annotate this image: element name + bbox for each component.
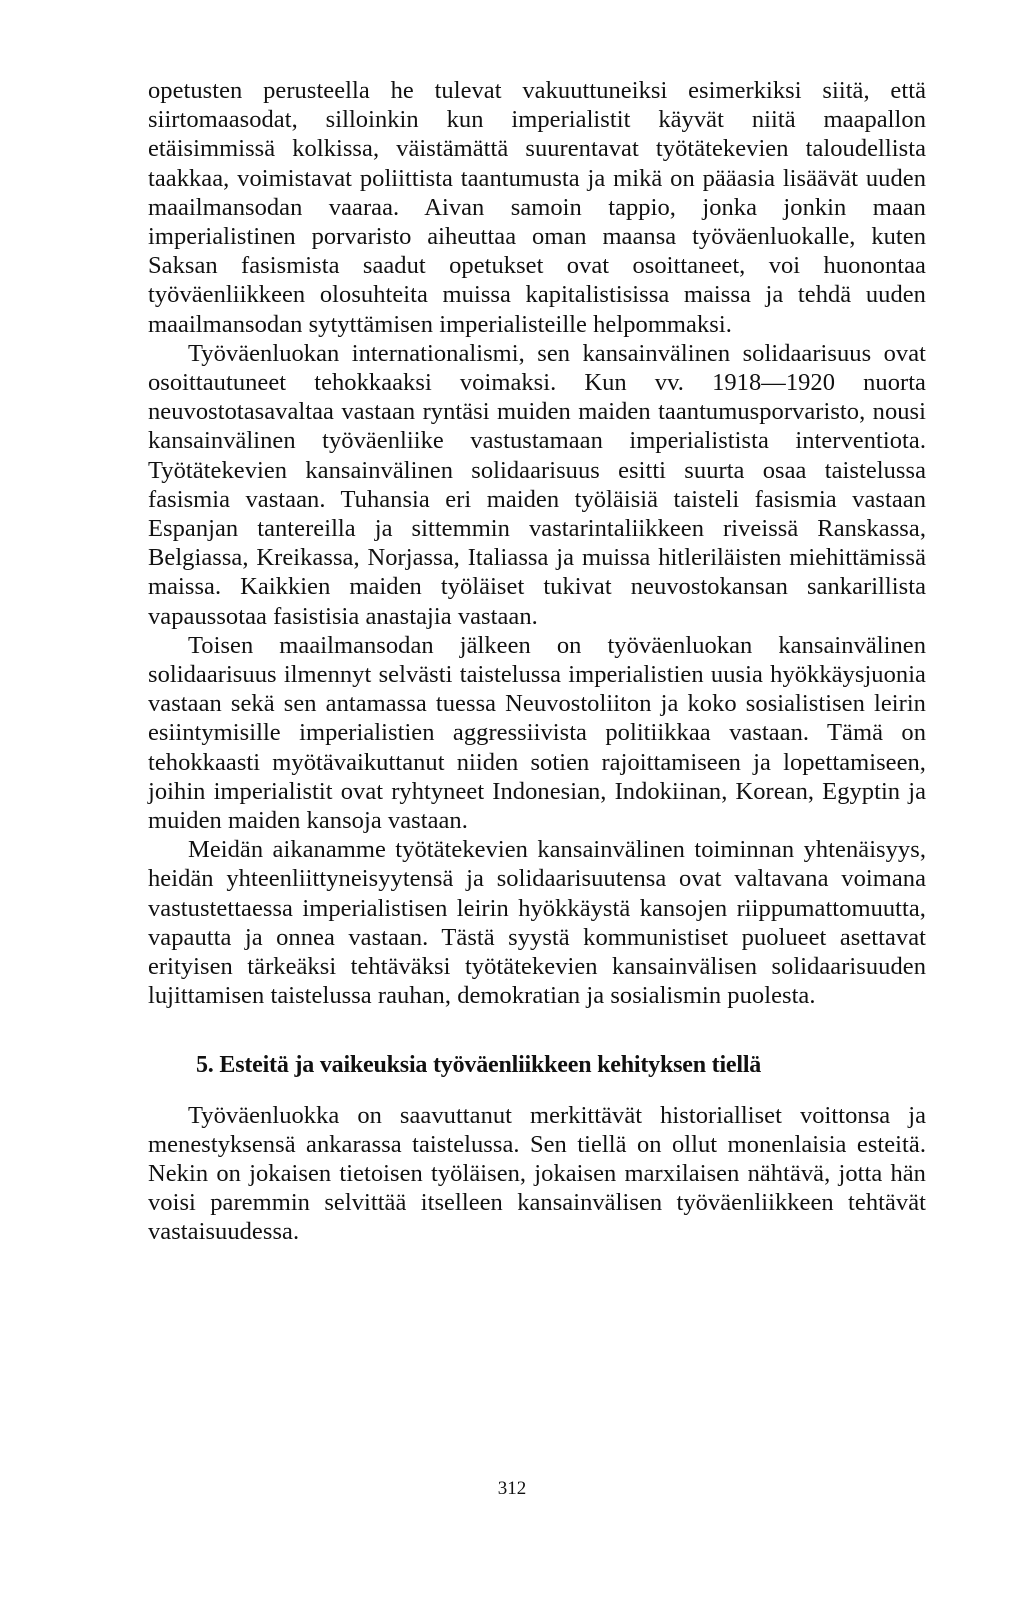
paragraph-2: Työväenluokan internationalismi, sen kansainvälinen solidaarisuus ovat osoittautuneet tehokkaaksi voimaksi. Kun vv. 1918—1920 nuorta neuvostotasavaltaa vastaan ryntäsi muiden maiden taantumusporvaristo, nousi kansainvälinen työväenliike vastustamaan imperialistista interventiota. Työtätekevien kansainvälinen solidaarisuus esitti suurta osaa taistelussa fasismia vastaan. Tuhansia eri maiden työläisiä taisteli fasismia vastaan Espanjan tantereilla ja sittemmin vastarintaliikkeen riveissä Ranskassa, Belgiassa, Kreikassa, Norjassa, Italiassa ja muissa hitleriläisten miehittämissä maissa. Kaikkien maiden työläiset tukivat neuvostokansan sankarillista vapaussotaa fasistisia anastajia vastaan. bbox=[148, 339, 926, 630]
document-page bbox=[148, 76, 926, 1247]
page-number: 312 bbox=[497, 1478, 527, 1499]
paragraph-1: opetusten perusteella he tulevat vakuuttuneiksi esimerkiksi siitä, että siirtomaasodat, silloinkin kun imperialistit käyvät niitä maapallon etäisimmissä kolkissa, väistämättä suurentavat työtätekevien taloudellista taakkaa, voimistavat poliittista taantumusta ja mikä on pääasia lisäävät uuden maailmansodan vaaraa. Aivan samoin tappio, jonka jonkin maan imperialistinen porvaristo aiheuttaa oman maansa työväenluokalle, kuten Saksan fasismista saadut opetukset ovat osoittaneet, voi huonontaa työväenliikkeen olosuhteita muissa kapitalistisissa maissa ja tehdä uuden maailmansodan sytyttämisen imperialisteille helpommaksi. bbox=[148, 77, 926, 338]
paragraph-5: Työväenluokka on saavuttanut merkittävät historialliset voittonsa ja menestyksensä ankarassa taistelussa. Sen tiellä on ollut monenlaisia esteitä. Nekin on jokaisen tietoisen työläisen, jokaisen marxilaisen nähtävä, jotta hän voisi paremmin selvittää itselleen kansainvälisen työväenliikkeen tehtävät vastaisuudessa. bbox=[148, 1101, 926, 1246]
section-heading: 5. Esteitä ja vaikeuksia työväenliikkeen kehityksen tiellä bbox=[196, 1051, 762, 1078]
paragraph-3: Toisen maailmansodan jälkeen on työväenluokan kansainvälinen solidaarisuus ilmennyt selvästi taistelussa imperialistien uusia hyökkäysjuonia vastaan sekä sen antamassa tuessa Neuvostoliiton ja koko sosialistisen leirin esiintymisille imperialistien aggressiivista politiikkaa vastaan. Tämä on tehokkaasti myötävaikuttanut niiden sotien rajoittamiseen ja lopettamiseen, joihin imperialistit ovat ryhtyneet Indonesian, Indokiinan, Korean, Egyptin ja muiden maiden kansoja vastaan. bbox=[148, 631, 926, 835]
paragraph-4: Meidän aikanamme työtätekevien kansainvälinen toiminnan yhtenäisyys, heidän yhteenliittyneisyytensä ja solidaarisuutensa ovat valtavana voimana vastustettaessa imperialistisen leirin hyökkäystä kansojen riippumattomuutta, vapautta ja onnea vastaan. Tästä syystä kommunistiset puolueet asettavat erityisen tärkeäksi tehtäväksi työtätekevien kansainvälisen solidaarisuuden lujittamisen taistelussa rauhan, demokratian ja sosialismin puolesta. bbox=[148, 836, 926, 1010]
